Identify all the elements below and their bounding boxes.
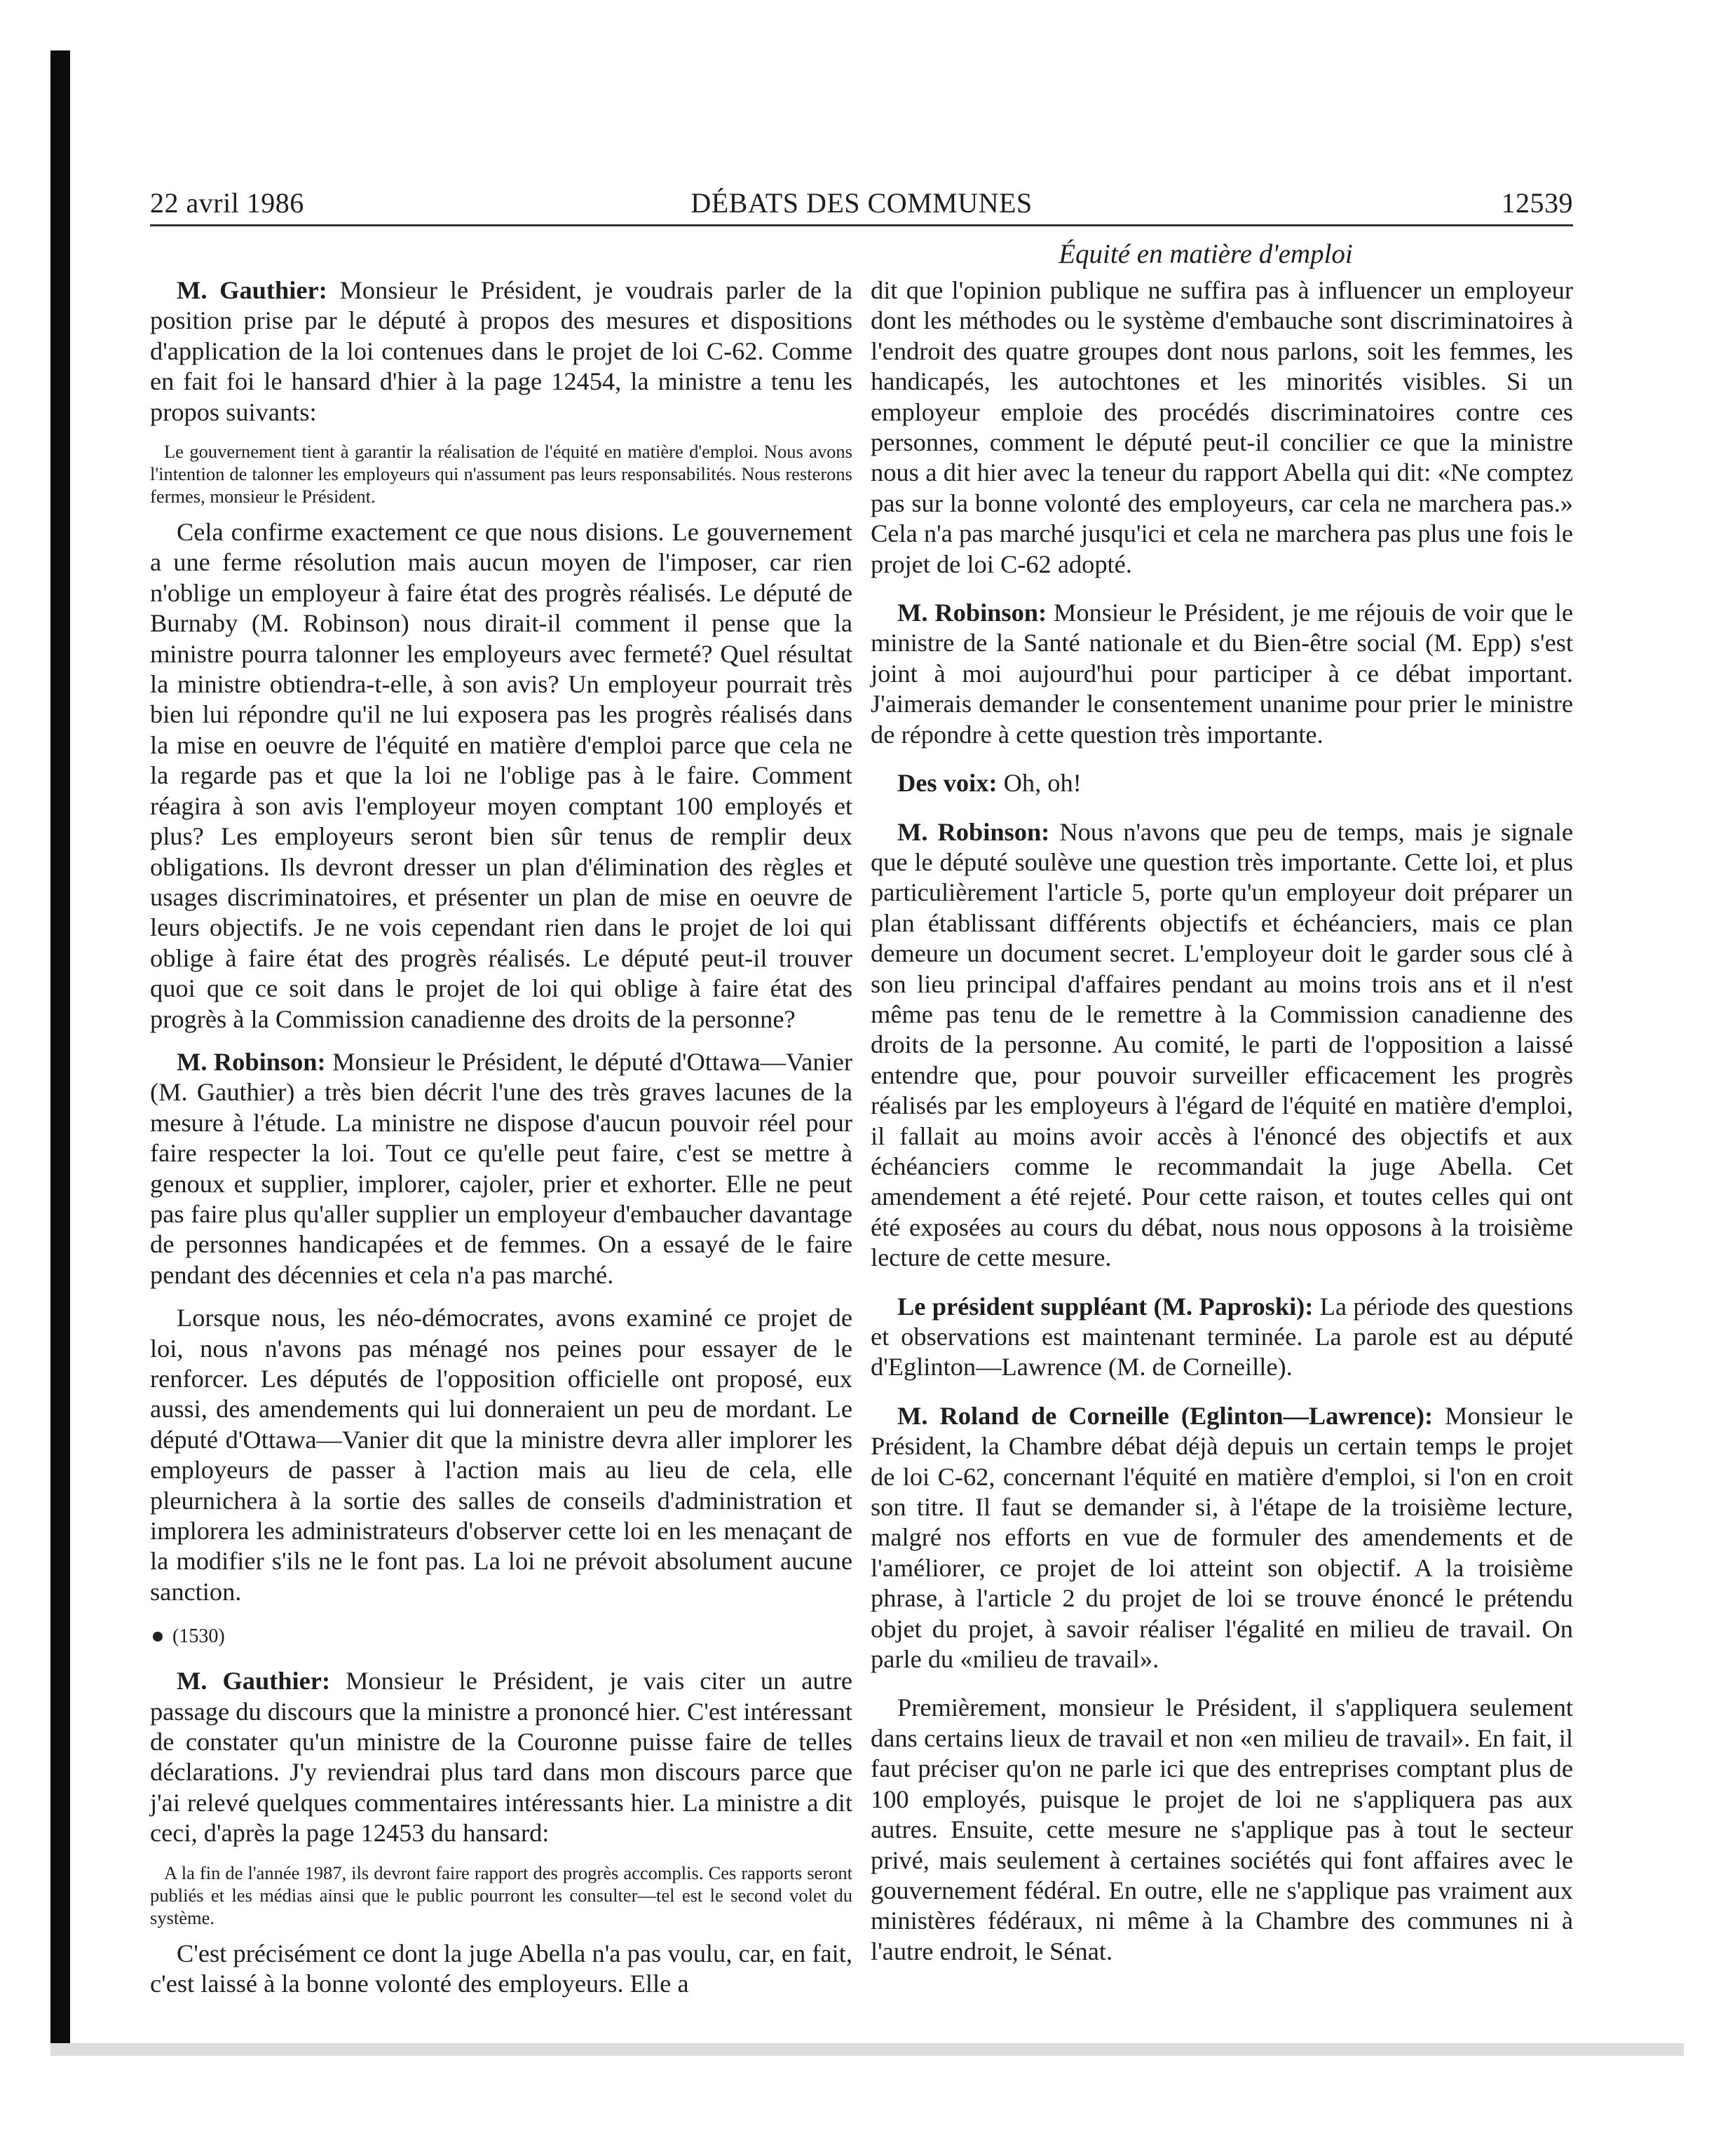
publication-title: DÉBATS DES COMMUNES bbox=[690, 187, 1033, 219]
paragraph bbox=[871, 1292, 1573, 1383]
speaker-name: M. Gauthier: bbox=[177, 276, 327, 304]
paragraph bbox=[871, 598, 1573, 750]
paragraph bbox=[871, 1401, 1573, 1675]
paragraph: Lorsque nous, les néo-démocrates, avons examiné ce projet de loi, nous n'avons pas ménagé nos peines pour essayer de le renforcer. Les députés de l'opposition officielle ont proposé, eux aussi, des amendements qui lui donneraient un peu de mordant. Le député d'Ottawa—Vanier dit que la ministre devra aller implorer les employeurs de passer à l'action mais au lieu de cela, elle pleurnichera à la sortie des salles de conseils d'administration et implorera les administrateurs d'observer cette loi en les menaçant de la modifier s'ils ne le font pas. La loi ne prévoit absolument aucune sanction. bbox=[150, 1304, 852, 1606]
left-column bbox=[150, 275, 852, 2000]
paragraph bbox=[150, 1666, 852, 1848]
speech-text: Oh, oh! bbox=[997, 769, 1082, 798]
paragraph bbox=[150, 275, 852, 428]
paragraph bbox=[871, 768, 1573, 798]
time-marker bbox=[150, 1624, 852, 1649]
speech-text: Monsieur le Président, je me réjouis de voir que le ministre de la Santé nationale et du Bien-être social (M. Epp) s'est joint à moi aujourd'hui pour participer à ce débat important. J'aimerais demander le consentement unanime pour prier le ministre de répondre à cette question très importante. bbox=[871, 599, 1574, 749]
paragraph: C'est précisément ce dont la juge Abella n'a pas voulu, car, en fait, c'est laissé à la bonne volonté des employeurs. Elle a bbox=[150, 1939, 852, 1998]
block-quote bbox=[150, 440, 852, 507]
header-date: 22 avril 1986 bbox=[150, 187, 304, 219]
speech-text: Monsieur le Président, je vais citer un autre passage du discours que la ministre a prononcé hier. C'est intéressant de constater qu'un ministre de la Couronne puisse faire de telles déclarations. J'y reviendrai plus tard dans mon discours parce que j'ai relevé quelques commentaires intéressants hier. La ministre a dit ceci, d'après la page 12453 du hansard: bbox=[150, 1667, 852, 1848]
speaker-name: M. Robinson: bbox=[897, 817, 1050, 846]
right-column bbox=[871, 275, 1573, 1967]
scan-bottom-edge bbox=[50, 2043, 1684, 2056]
speaker-name: Des voix: bbox=[897, 769, 998, 798]
scan-edge bbox=[50, 50, 70, 2055]
speaker-name: Le président suppléant (M. Paproski): bbox=[897, 1292, 1314, 1321]
section-title: Équité en matière d'emploi bbox=[1059, 239, 1353, 269]
speech-text: Nous n'avons que peu de temps, mais je signale que le député soulève une question très importante. Cette loi, et plus particulièrement l'article 5, porte qu'un employeur doit préparer un plan établissant différents objectifs et échéanciers, mais ce plan demeure un document secret. L'employeur doit le garder sous clé à son lieu principal d'affaires pendant au moins trois ans et il n'est même pas tenu de le remettre à la Commission canadienne des droits de la personne. Au comité, le parti de l'opposition a laissé entendre que, pour pouvoir surveiller efficacement les progrès réalisés par les employeurs à l'égard de l'équité en matière d'emploi, il fallait au moins avoir accès à l'énoncé des objectifs et aux échéanciers comme le recommandait la juge Abella. Cet amendement a été rejeté. Pour cette raison, et toutes celles qui ont été exposées au cours du débat, nous nous opposons à la troisième lecture de cette mesure. bbox=[871, 817, 1574, 1272]
speaker-name: M. Roland de Corneille (Eglinton—Lawrence): bbox=[897, 1401, 1434, 1430]
paragraph: Premièrement, monsieur le Président, il s'appliquera seulement dans certains lieux de travail et non «en milieu de travail». En fait, il faut préciser qu'on ne parle ici que des entreprises comptant plus de 100 employés, puisque le projet de loi ne s'appliquera pas aux autres. Ensuite, cette mesure ne s'applique pas à tout le secteur privé, mais seulement à certaines sociétés qui font affaires avec le gouvernement fédéral. En outre, elle ne s'applique pas vraiment aux ministères fédéraux, ni même à la Chambre des communes ni à l'autre endroit, le Sénat. bbox=[871, 1693, 1573, 1965]
quote-text: A la fin de l'année 1987, ils devront faire rapport des progrès accomplis. Ces rapports seront publiés et les médias ainsi que le public pourront les consulter—tel est le second volet du système. bbox=[150, 1862, 852, 1928]
paragraph: Cela confirme exactement ce que nous disions. Le gouvernement a une ferme résolution mais aucun moyen de l'imposer, car rien n'oblige un employeur à faire état des progrès réalisés. Le député de Burnaby (M. Robinson) nous dirait-il comment il pense que la ministre pourra talonner les employeurs avec fermeté? Quel résultat la ministre obtiendra-t-elle, à son avis? Un employeur pourrait très bien lui répondre qu'il ne lui exposera pas les progrès réalisés dans la mise en oeuvre de l'équité en matière d'emploi parce que cela ne la regarde pas et que la loi ne l'oblige pas à le faire. Comment réagira à son avis l'employeur moyen comptant 100 employés et plus? Les employeurs seront bien sûr tenus de remplir deux obligations. Ils devront dresser un plan d'élimination des règles et usages discriminatoires, et présenter un plan de mise en oeuvre de leurs objectifs. Je ne vois cependant rien dans le projet de loi qui oblige à faire état des progrès réalisés. Le député peut-il trouver quoi que ce soit dans le projet de loi qui oblige à faire état des progrès à la Commission canadienne des droits de la personne? bbox=[150, 518, 852, 1033]
quote-text: Le gouvernement tient à garantir la réalisation de l'équité en matière d'emploi. Nous avons l'intention de talonner les employeurs qui n'assument pas leurs responsabilités. Nous resterons fermes, monsieur le Président. bbox=[150, 441, 852, 507]
speech-text: Monsieur le Président, le député d'Ottawa—Vanier (M. Gauthier) a très bien décrit l'une des très graves lacunes de la mesure à l'étude. La ministre ne dispose d'aucun pouvoir réel pour faire respecter la loi. Tout ce qu'elle peut faire, c'est se mettre à genoux et supplier, implorer, cajoler, prier et exhorter. Elle ne peut pas faire plus qu'aller supplier un employeur d'embaucher davantage de personnes handicapées et de femmes. On a essayé de le faire pendant des décennies et cela n'a pas marché. bbox=[150, 1047, 852, 1289]
page-number: 12539 bbox=[1501, 187, 1573, 219]
bullet-icon bbox=[153, 1632, 163, 1642]
speaker-name: M. Robinson: bbox=[177, 1047, 326, 1076]
block-quote bbox=[150, 1862, 852, 1929]
speaker-name: M. Gauthier: bbox=[177, 1667, 331, 1696]
speaker-name: M. Robinson: bbox=[897, 599, 1047, 627]
page-header bbox=[150, 186, 1573, 226]
speech-text: La période des questions et observations est maintenant terminée. La parole est au député d'Eglinton—Lawrence (M. de Corneille). bbox=[871, 1292, 1573, 1381]
paragraph bbox=[871, 817, 1573, 1274]
paragraph bbox=[150, 1047, 852, 1290]
speech-text: Monsieur le Président, je voudrais parler de la position prise par le député à propos des mesures et dispositions d'application de la loi contenues dans le projet de loi C-62. Comme en fait foi le hansard d'hier à la page 12454, la ministre a tenu les propos suivants: bbox=[150, 276, 852, 426]
timestamp-text: (1530) bbox=[172, 1625, 225, 1648]
paragraph: dit que l'opinion publique ne suffira pas à influencer un employeur dont les méthodes ou le système d'embauche sont discriminatoires à l'endroit des quatre groupes dont nous parlons, soit les femmes, les handicapés, les autochtones et les minorités visibles. Si un employeur emploie des procédés discriminatoires contre ces personnes, comment le député peut-il concilier ce que la ministre nous a dit hier avec la teneur du rapport Abella qui dit: «Ne comptez pas sur la bonne volonté des employeurs, car cela ne marchera pas.» Cela n'a pas marché jusqu'ici et cela ne marchera pas plus une fois le projet de loi C-62 adopté. bbox=[871, 276, 1573, 578]
speech-text: Monsieur le Président, la Chambre débat déjà depuis un certain temps le projet de loi C-62, concernant l'équité en matière d'emploi, si l'on en croit son titre. Il faut se demander si, à l'étape de la troisième lecture, malgré nos efforts en vue de formuler des amendements et de l'améliorer, ce projet de loi atteint son objectif. A la troisième phrase, à l'article 2 du projet de loi se trouve énoncé le prétendu objet du projet, à savoir réaliser l'égalité en milieu de travail. On parle du «milieu de travail». bbox=[871, 1401, 1573, 1674]
